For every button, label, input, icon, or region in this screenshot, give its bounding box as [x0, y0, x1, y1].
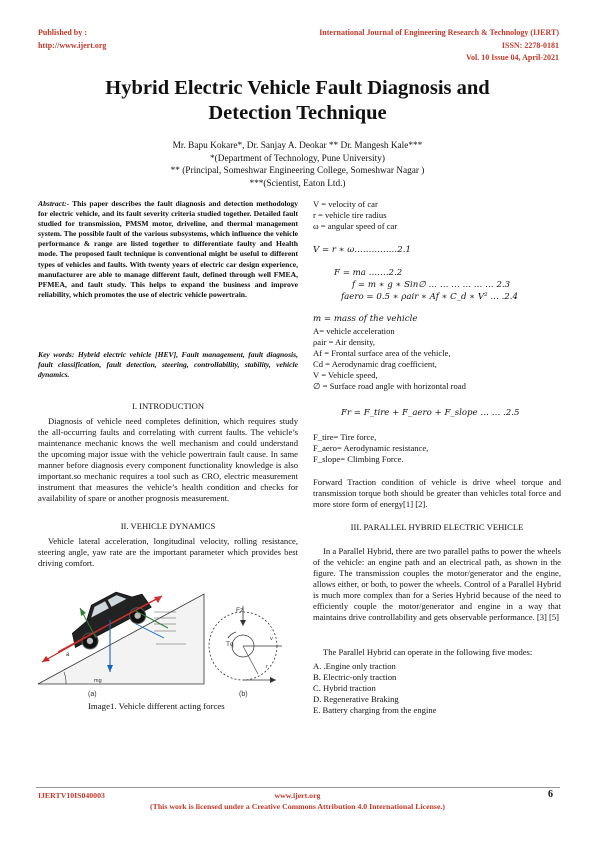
section-heading-parallel-hybrid: III. PARALLEL HYBRID ELECTRIC VEHICLE	[350, 522, 524, 532]
introduction-paragraph: Diagnosis of vehicle need completes definition, which requires study the all-occurring faults and correlating with current faults. The vehicle’s maintenance mechanic knows the well mechanism and could understand the upcoming major issue with the vehicle powertrain fault cause. In same manner before diagnosis every component functionality knowledge is also important.so mechanic requires a tool such as CRO, electric measurement instrument that measures the vehicle’s health condition and checks for availability of spare or another prognosis measurement.	[38, 416, 298, 503]
variable-list	[313, 326, 561, 392]
list-item: D. Regenerative Braking	[313, 694, 399, 704]
var-road-angle: ∅ = Surface road angle with horizontal road	[313, 381, 466, 391]
label-fz: Fz	[236, 607, 244, 614]
equation-2-4: faero = 0.5 ∗ ρair ∗ Af ∗ C_d ∗ V² … .2.4	[341, 292, 518, 302]
section-heading-vehicle-dynamics: II. VEHICLE DYNAMICS	[120, 521, 216, 531]
page-title	[40, 76, 555, 126]
modes-intro: The Parallel Hybrid can operate in the following five modes:	[323, 647, 533, 657]
title-line-2: Detection Technique	[208, 102, 387, 124]
license-note: (This work is licensed under a Creative Commons Attribution 4.0 International License.)	[150, 802, 445, 811]
publisher-label: Published by :	[38, 28, 87, 37]
def-radius: r = vehicle tire radius	[313, 210, 387, 220]
force-aero: F_aero= Aerodynamic resistance,	[313, 443, 429, 453]
force-definitions	[313, 432, 561, 465]
list-item: C. Hybrid traction	[313, 683, 376, 693]
author-block	[40, 140, 555, 190]
modes-list	[313, 661, 561, 716]
traction-paragraph: Forward Traction condition of vehicle is drive wheel torque and transmission torque both should be greater than vehicles total force and more store form of energy[1] [2].	[313, 477, 561, 509]
parallel-hybrid-paragraph: In a Parallel Hybrid, there are two parallel paths to power the wheels of the vehicle: an engine path and an electrical path, as shown in the figure. The transmission couples the motor/generator and the engine, allows either, or both, to power the wheels. Control of a Parallel Hybrid is much more complex than for a Series Hybrid because of the need to efficiently couple the motor/generator and engine in a way that maintains drive controllability and gets observable performance. [3] [5]	[313, 546, 561, 622]
footer-link[interactable]: www.ijert.org	[274, 791, 321, 800]
affiliation-1: *(Department of Technology, Pune University)	[210, 153, 385, 164]
journal-name: International Journal of Engineering Research & Technology (IJERT)	[319, 28, 559, 37]
publisher-link[interactable]: http://www.ijert.org	[38, 41, 107, 50]
force-tire: F_tire= Tire force,	[313, 432, 377, 442]
def-angular-speed: ω = angular speed of car	[313, 221, 398, 231]
abstract-label: Abstract:-	[38, 199, 70, 208]
svg-text:mg: mg	[94, 678, 102, 684]
def-velocity: V = velocity of car	[313, 199, 378, 209]
label-tq: Tq	[226, 641, 234, 648]
abstract-text: This paper describes the fault diagnosis and detection methodology for electric vehicle, and its fault severity criteria studied together. Detailed fault studied for transmission, PMSM motor, driveline, and thermal management system. The possible fault of the various subsystems, which influence the vehicle performance & range are listed together to differentiate faulty and Health mode. The proposed fault technique is conventional might be useful to different types of vehicles and faults. With twenty years of electric car design experience, manufacturer are able to manage different fault, defined through well FMEA, PFMEA, and fault study. This helps to expand the business and improve reliability, which promotes the use of electric vehicle powertrain.	[38, 199, 298, 299]
var-speed: V = Vehicle speed,	[313, 370, 378, 380]
author-names: Mr. Bapu Kokare*, Dr. Sanjay A. Deokar ** Dr. Mangesh Kale***	[172, 141, 423, 151]
var-acceleration: A= vehicle acceleration	[313, 326, 395, 336]
equation-2-5: Fr = F_tire + F_aero + F_slope … … .2.5	[341, 408, 520, 418]
list-item: A. .Engine only traction	[313, 661, 396, 671]
equation-2-1: V = r ∗ ω……………2.1	[313, 245, 411, 255]
vehicle-dynamics-paragraph: Vehicle lateral acceleration, longitudinal velocity, rolling resistance, steering angle, yaw rate are the important parameter which provides best driving comfort.	[38, 536, 298, 568]
equation-2-3: f = m ∗ g ∗ Sin∅ … … … … … … 2.3	[352, 280, 511, 290]
vehicle-forces-figure	[36, 576, 298, 700]
var-drag-coefficient: Cd = Aerodynamic drag coefficient,	[313, 359, 437, 369]
page-number: 6	[548, 789, 553, 800]
list-item: B. Electric-only traction	[313, 672, 397, 682]
force-slope: F_slope= Climbing Force.	[313, 454, 404, 464]
svg-text:a: a	[66, 652, 70, 658]
variable-definitions	[313, 199, 561, 232]
vehicle-forces-diagram	[36, 576, 298, 700]
list-item: E. Battery charging from the engine	[313, 705, 437, 715]
affiliation-3: ***(Scientist, Eaton Ltd.)	[249, 178, 346, 189]
equation-2-2: F = ma …….2.2	[334, 268, 403, 278]
svg-text:r: r	[266, 664, 268, 670]
abstract	[38, 199, 298, 300]
var-frontal-area: Af = Frontal surface area of the vehicle,	[313, 348, 451, 358]
figure-caption: Image1. Vehicle different acting forces	[88, 701, 225, 711]
equation-mass: m = mass of the vehicle	[313, 314, 418, 324]
figure-label-b: (b)	[239, 691, 248, 698]
svg-text:v: v	[270, 636, 273, 642]
figure-label-a: (a)	[88, 691, 97, 698]
var-air-density: ρair = Air density,	[313, 337, 376, 347]
footer-rule	[36, 787, 560, 788]
issn: ISSN: 2278-0181	[501, 41, 559, 50]
paper-id: IJERTV10IS040003	[38, 791, 105, 800]
title-line-1: Hybrid Electric Vehicle Fault Diagnosis and	[105, 77, 490, 99]
section-heading-introduction: I. INTRODUCTION	[131, 401, 205, 411]
volume-issue: Vol. 10 Issue 04, April-2021	[465, 53, 559, 62]
affiliation-2: ** (Principal, Someshwar Engineering College, Someshwar Nagar )	[170, 166, 425, 176]
keywords: Key words: Hybrid electric vehicle [HEV], Fault management, fault diagnosis, fault classification, fault detection, steering, controllability, stability, vehicle dynamics.	[38, 350, 298, 380]
